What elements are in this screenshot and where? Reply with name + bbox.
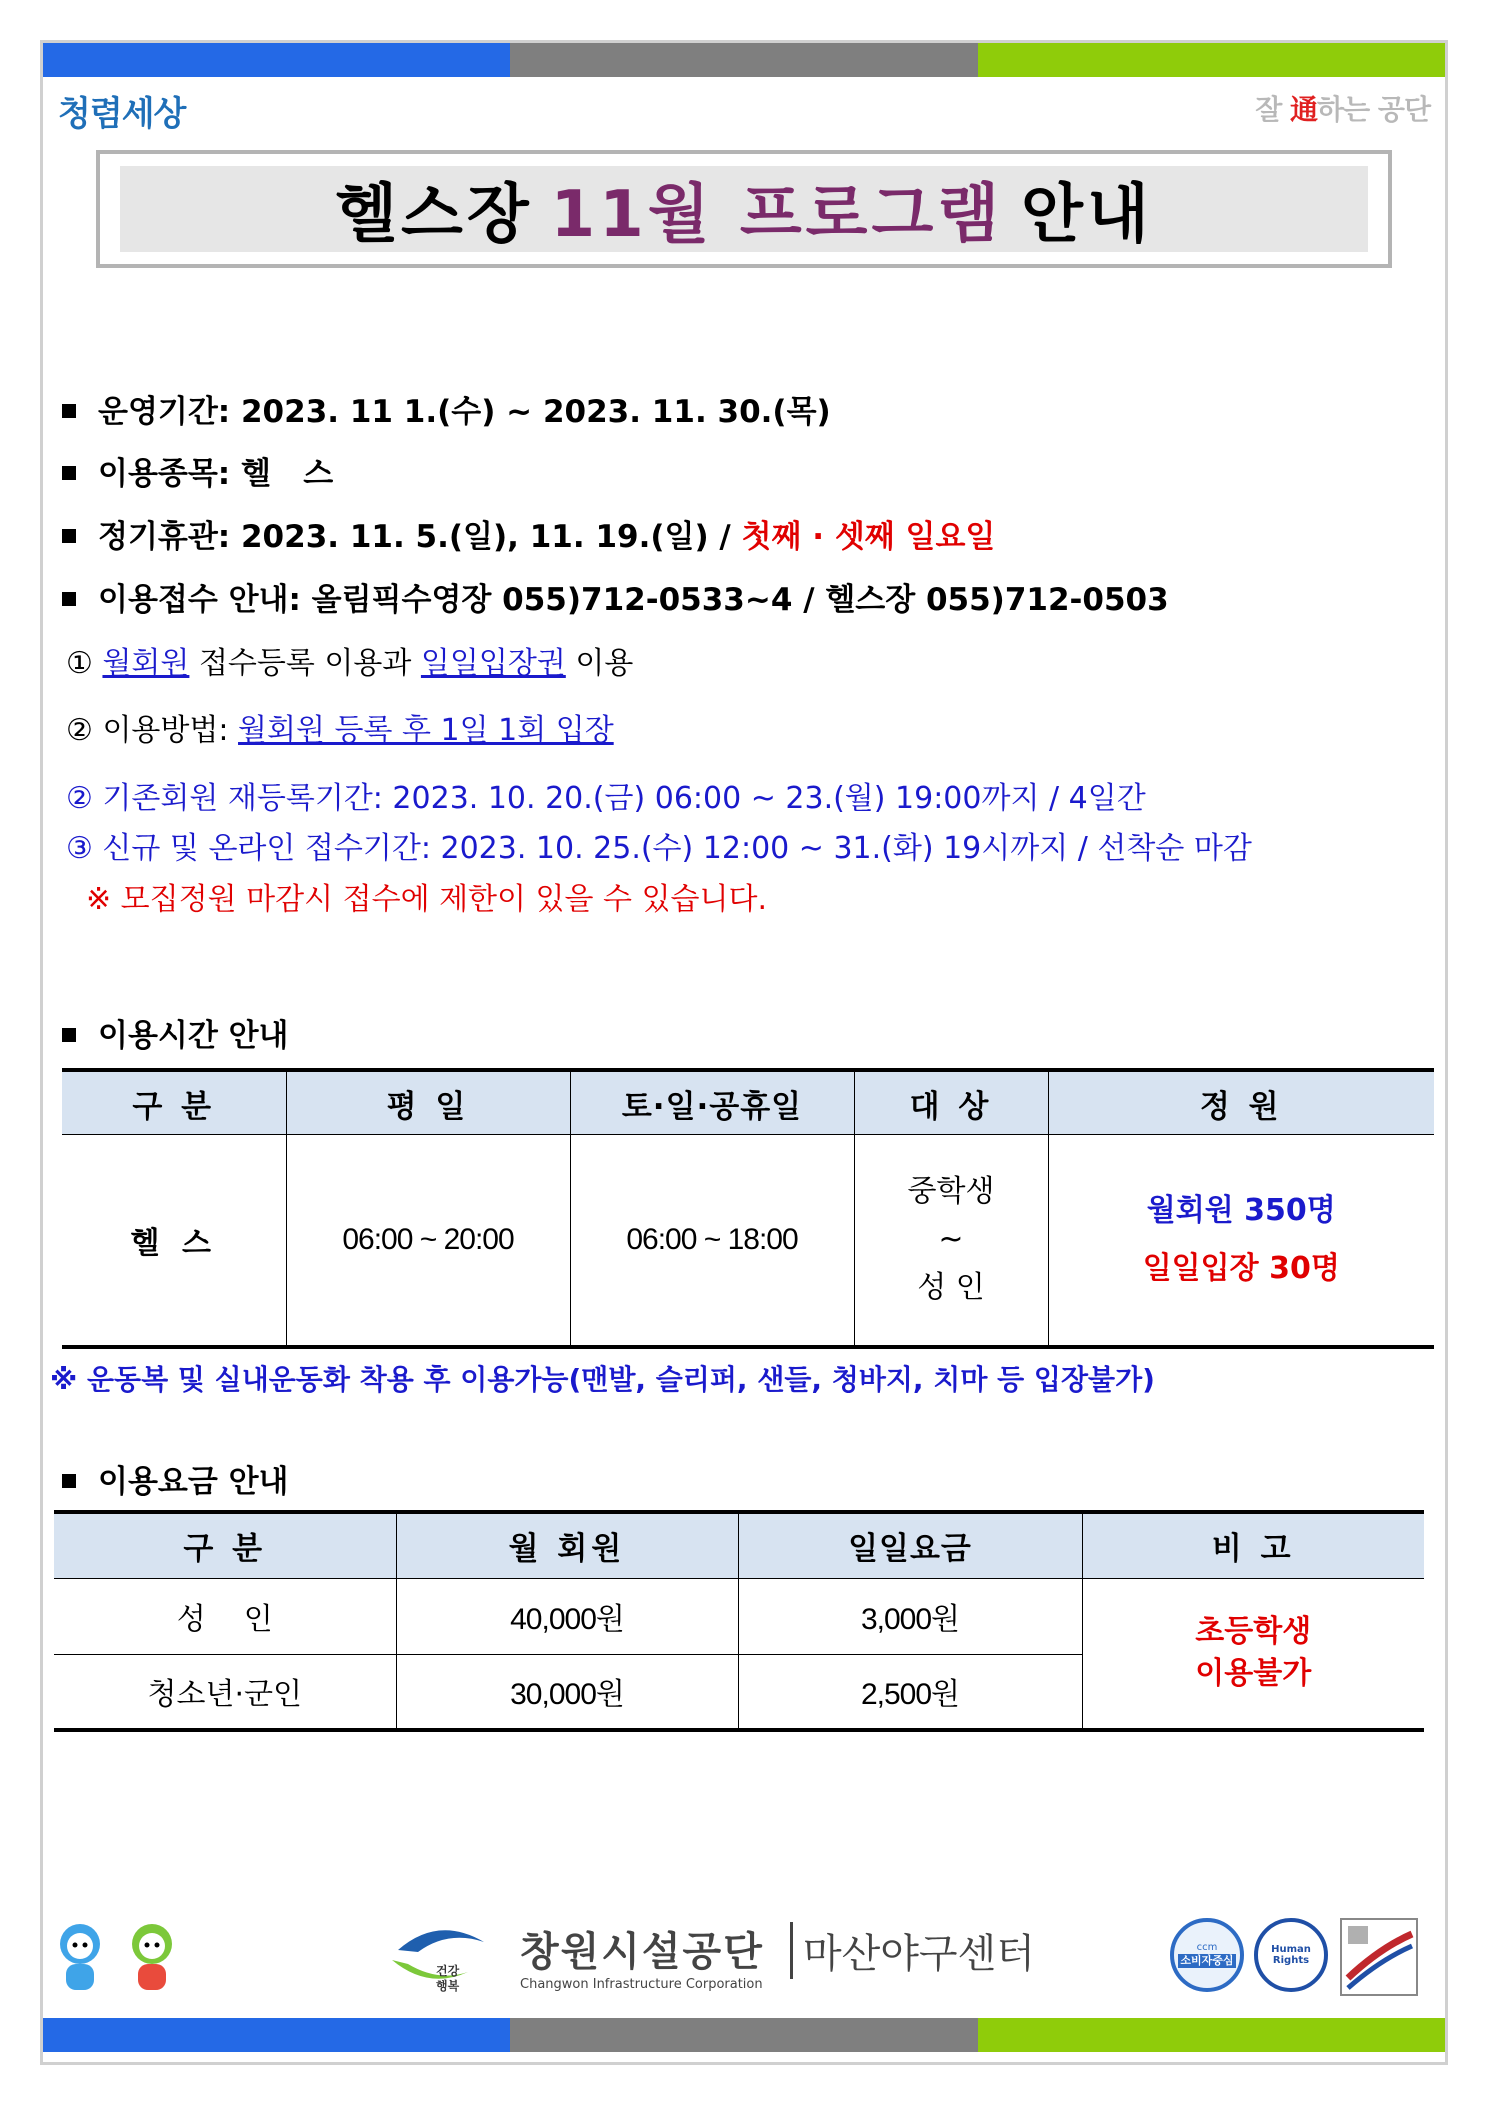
human-rights-badge-icon: Human Rights	[1254, 1918, 1328, 1992]
hours-header-target: 대 상	[854, 1070, 1048, 1135]
square-bullet-icon	[62, 592, 76, 606]
info-item-1: ① 월회원 접수등록 이용과 일일입장권 이용	[66, 646, 634, 681]
hours-header-category: 구 분	[62, 1070, 286, 1135]
fees-header-daily: 일일요금	[738, 1512, 1082, 1578]
table-row	[54, 1578, 1424, 1654]
fees-row-daily: 2,500원	[738, 1654, 1082, 1730]
info-item-reregister: ② 기존회원 재등록기간: 2023. 10. 20.(금) 06:00 ~ 23.(월) 19:00까지 / 4일간	[66, 781, 1146, 816]
hours-table-header	[62, 1070, 1434, 1135]
square-bullet-icon	[62, 1474, 76, 1488]
square-bullet-icon	[62, 1028, 76, 1042]
square-bullet-icon	[62, 466, 76, 480]
square-bullet-icon	[62, 404, 76, 418]
fees-row-daily: 3,000원	[738, 1578, 1082, 1654]
fees-row-name: 성 인	[54, 1578, 396, 1654]
certification-mark-icon	[1340, 1918, 1418, 1996]
top-color-bar	[43, 43, 1445, 77]
info-item-new-register: ③ 신규 및 온라인 접수기간: 2023. 10. 25.(수) 12:00 ~ 31.(화) 19시까지 / 선착순 마감	[66, 831, 1252, 866]
svg-text:건강: 건강	[436, 1964, 460, 1978]
page-title: 헬스장 11월 프로그램 안내	[120, 166, 1368, 252]
info-closed: 정기휴관: 2023. 11. 5.(일), 11. 19.(일) / 첫째 · 셋째 일요일	[62, 511, 995, 556]
center-name: 마산야구센터	[790, 1922, 1035, 1979]
ccm-badge-icon: ccm 소비자중심	[1170, 1918, 1244, 1992]
info-contact: 이용접수 안내: 올림픽수영장 055)712-0533~4 / 헬스장 055)712-0503	[62, 574, 1169, 619]
info-event: 이용종목: 헬 스	[62, 448, 333, 493]
fees-table-header	[54, 1512, 1424, 1578]
hours-section-title: 이용시간 안내	[62, 1010, 288, 1055]
fees-header-category: 구 분	[54, 1512, 396, 1578]
fees-remark: 초등학생 이용불가	[1082, 1578, 1424, 1730]
integrity-logo: 청렴세상	[58, 94, 186, 134]
info-period: 운영기간: 2023. 11 1.(수) ~ 2023. 11. 30.(목)	[62, 386, 831, 431]
fees-row-monthly: 40,000원	[396, 1578, 738, 1654]
table-row	[62, 1135, 1434, 1347]
fees-table	[54, 1510, 1424, 1732]
square-bullet-icon	[62, 529, 76, 543]
fees-row-monthly: 30,000원	[396, 1654, 738, 1730]
hours-header-weekend: 토·일·공휴일	[570, 1070, 854, 1135]
hours-row-target: 중학생 ~ 성 인	[854, 1135, 1048, 1347]
hours-row-weekend: 06:00 ~ 18:00	[570, 1135, 854, 1347]
mascot-characters-icon	[52, 1918, 192, 2002]
org-logo: 창원시설공단 Changwon Infrastructure Corporation	[520, 1929, 764, 1992]
fees-section-title: 이용요금 안내	[62, 1456, 288, 1501]
hours-table	[62, 1068, 1434, 1349]
fees-header-remark: 비 고	[1082, 1512, 1424, 1578]
hours-footnote: ※ 운동복 및 실내운동화 착용 후 이용가능(맨발, 슬리퍼, 샌들, 청바지, 치마 등 입장불가)	[50, 1363, 1155, 1396]
hours-row-weekday: 06:00 ~ 20:00	[286, 1135, 570, 1347]
hours-header-weekday: 평 일	[286, 1070, 570, 1135]
fees-row-name: 청소년·군인	[54, 1654, 396, 1730]
info-item-2: ② 이용방법: 월회원 등록 후 1일 1회 입장	[66, 713, 614, 748]
svg-text:행복: 행복	[436, 1979, 460, 1993]
hours-row-capacity: 월회원 350명 일일입장 30명	[1048, 1135, 1434, 1347]
corp-slogan-logo: 잘 通하는 공단	[1255, 93, 1430, 126]
info-note: ※ 모집정원 마감시 접수에 제한이 있을 수 있습니다.	[86, 882, 768, 917]
fees-header-monthly: 월 회원	[396, 1512, 738, 1578]
corporation-emblem-icon	[388, 1920, 492, 1996]
bottom-color-bar	[43, 2018, 1445, 2052]
hours-row-name: 헬 스	[62, 1135, 286, 1347]
hours-header-capacity: 정 원	[1048, 1070, 1434, 1135]
page-title-box	[96, 150, 1392, 268]
